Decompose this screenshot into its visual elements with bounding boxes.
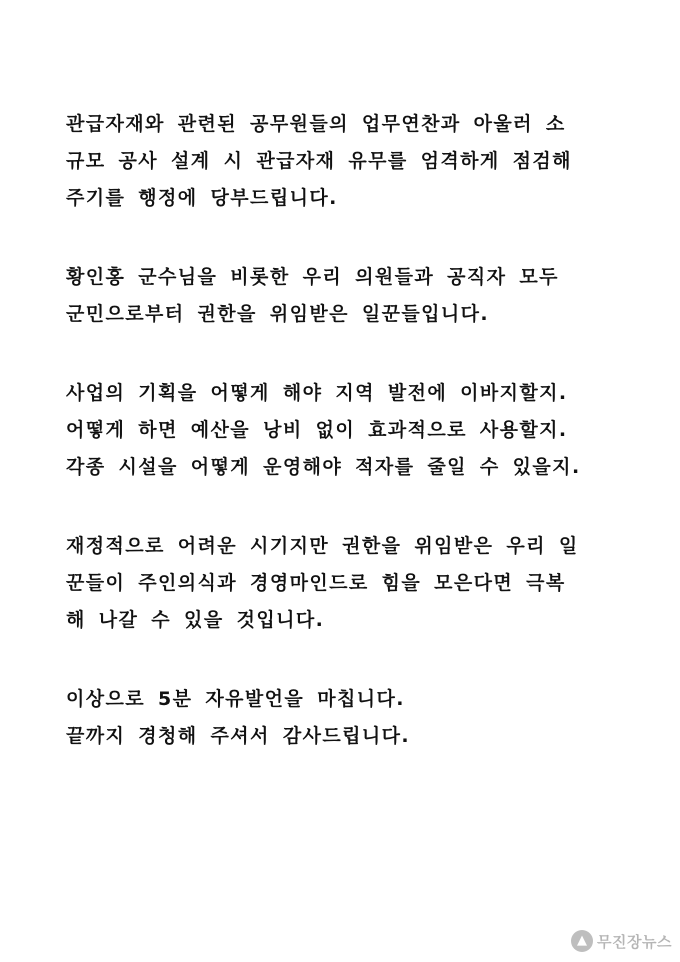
text-line: 관급자재와 관련된 공무원들의 업무연찬과 아울러 소: [66, 113, 566, 135]
speech-body: [66, 106, 626, 797]
text-line: 주기를 행정에 당부드립니다.: [66, 187, 338, 209]
text-line: 어떻게 하면 예산을 낭비 없이 효과적으로 사용할지.: [66, 419, 568, 441]
text-line: 꾼들이 주인의식과 경영마인드로 힘을 모은다면 극복: [66, 572, 566, 594]
text-line: 이상으로 5분 자유발언을 마칩니다.: [66, 688, 405, 710]
paragraph-2: [66, 259, 626, 333]
paragraph-3: [66, 375, 626, 486]
text-line: 황인홍 군수님을 비롯한 우리 의원들과 공직자 모두: [66, 266, 559, 288]
text-line: 해 나갈 수 있을 것입니다.: [66, 609, 325, 631]
paragraph-1: [66, 106, 626, 217]
text-line: 끝까지 경청해 주셔서 감사드립니다.: [66, 725, 410, 747]
text-line: 각종 시설을 어떻게 운영해야 적자를 줄일 수 있을지.: [66, 456, 581, 478]
text-line: 사업의 기획을 어떻게 해야 지역 발전에 이바지할지.: [66, 382, 568, 404]
paragraph-4: [66, 528, 626, 639]
watermark-text: 무진장뉴스: [597, 932, 672, 951]
text-line: 재정적으로 어려운 시기지만 권한을 위임받은 우리 일: [66, 535, 579, 557]
watermark: [571, 930, 672, 952]
text-line: 규모 공사 설계 시 관급자재 유무를 엄격하게 점검해: [66, 150, 572, 172]
paragraph-5: [66, 681, 626, 755]
text-line: 군민으로부터 권한을 위임받은 일꾼들입니다.: [66, 303, 489, 325]
mountain-logo-icon: ▲: [571, 930, 593, 952]
